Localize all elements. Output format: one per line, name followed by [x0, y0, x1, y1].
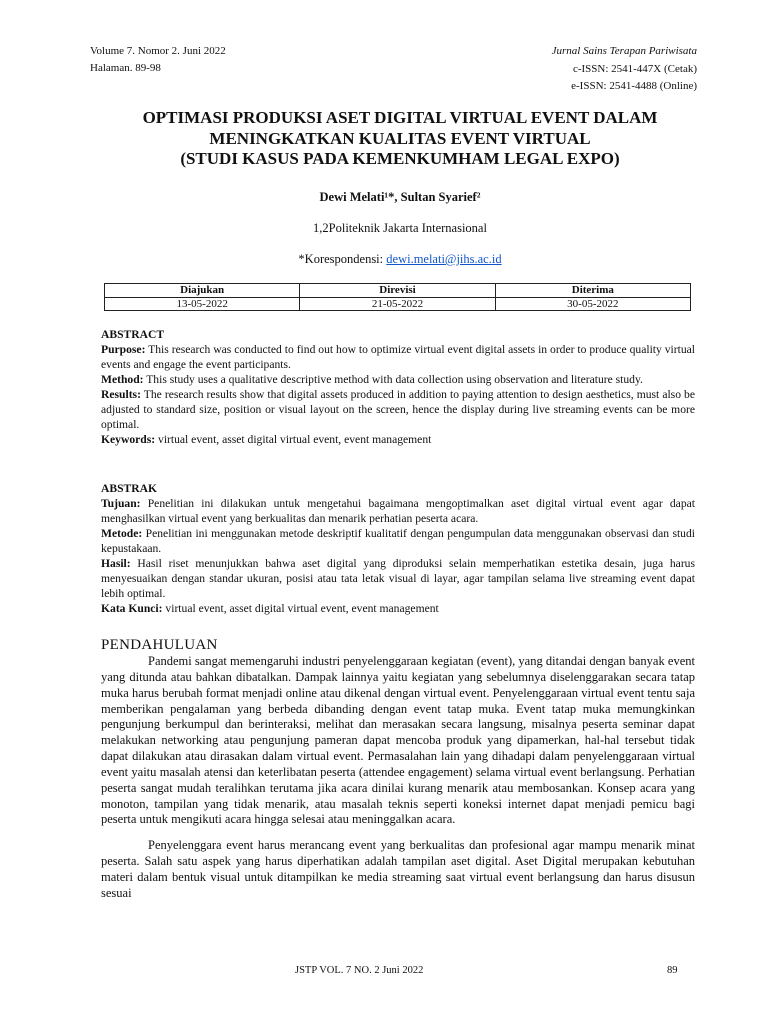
- hasil-label: Hasil:: [101, 557, 131, 570]
- issn-print: c-ISSN: 2541-447X (Cetak): [572, 62, 697, 75]
- title-line-1: OPTIMASI PRODUKSI ASET DIGITAL VIRTUAL EVENT DALAM: [142, 108, 658, 127]
- submission-dates-table: [104, 283, 691, 311]
- kata-kunci-text: virtual event, asset digital virtual event, event management: [165, 602, 439, 615]
- page-number: 89: [667, 965, 678, 976]
- affiliation: 1,2Politeknik Jakarta Internasional: [313, 221, 487, 235]
- title-line-2: MENINGKATKAN KUALITAS EVENT VIRTUAL: [209, 128, 591, 148]
- kata-kunci-label: Kata Kunci:: [101, 602, 163, 615]
- header-right: [552, 43, 697, 96]
- abstrak-metode: [101, 526, 695, 556]
- method-label: Method:: [101, 373, 144, 386]
- metode-text: Penelitian ini menggunakan metode deskriptif kualitatif dengan pengumpulan data menggunakan observasi dan studi kepustakaan.: [101, 527, 695, 555]
- abstrak-kata-kunci: [101, 601, 695, 616]
- tujuan-text: Penelitian ini dilakukan untuk mengetahui bagaimana mengoptimalkan aset digital virtual event agar dapat menghasilkan virtual event yang berkualitas dan menarik perhatian peserta acara.: [101, 497, 695, 525]
- section-heading: PENDAHULUAN: [101, 637, 218, 653]
- purpose-text: This research was conducted to find out how to optimize virtual event digital assets in order to produce quality virtual events and engage the event participants.: [101, 343, 695, 371]
- accepted-label: Diterima: [495, 284, 690, 298]
- abstract-purpose: [101, 342, 695, 372]
- abstrak-tujuan: [101, 496, 695, 526]
- keywords-text: virtual event, asset digital virtual event, event management: [158, 433, 432, 446]
- introduction-section: [101, 636, 695, 902]
- author-names: Dewi Melati¹*, Sultan Syarief²: [319, 190, 481, 204]
- journal-name: Jurnal Sains Terapan Pariwisata: [551, 45, 697, 57]
- correspondence-email-link[interactable]: dewi.melati@jihs.ac.id: [386, 252, 502, 266]
- results-text: The research results show that digital assets produced in addition to paying attention to design aesthetics, must also be adjusted to standard size, position or visual layout on the screen, hence the display during live streaming events can be more optimal.: [101, 388, 695, 431]
- abstract-heading: ABSTRACT: [101, 328, 165, 341]
- hasil-text: Hasil riset menunjukkan bahwa aset digital yang diproduksi selain memperhatikan estetika desain, juga harus menyesuaikan dengan standar ukuran, posisi atau tata letak visual di layar, agar tampilan selama live streaming event dapat lebih optimal.: [101, 557, 695, 600]
- abstract-keywords: [101, 432, 695, 447]
- header-left: [90, 43, 226, 77]
- submitted-date: 13-05-2022: [105, 297, 300, 311]
- footer-citation: JSTP VOL. 7 NO. 2 Juni 2022: [295, 965, 424, 976]
- method-text: This study uses a qualitative descriptive method with data collection using observation and literature study.: [146, 373, 643, 386]
- revised-date: 21-05-2022: [300, 297, 495, 311]
- accepted-date: 30-05-2022: [495, 297, 690, 311]
- abstract-indonesian: [101, 481, 695, 616]
- abstract-results: [101, 387, 695, 432]
- volume-info: Volume 7. Nomor 2. Juni 2022: [90, 45, 226, 57]
- revised-label: Direvisi: [300, 284, 495, 298]
- page-range: Halaman. 89-98: [90, 62, 161, 74]
- purpose-label: Purpose:: [101, 343, 146, 356]
- tujuan-label: Tujuan:: [101, 497, 141, 510]
- correspondence: [0, 252, 768, 267]
- paper-title: [60, 108, 740, 170]
- abstrak-hasil: [101, 556, 695, 601]
- title-line-3: (STUDI KASUS PADA KEMENKUMHAM LEGAL EXPO): [180, 149, 620, 168]
- metode-label: Metode:: [101, 527, 143, 540]
- correspondence-label: *Korespondensi:: [298, 252, 384, 266]
- abstrak-heading: ABSTRAK: [101, 482, 158, 495]
- results-label: Results:: [101, 388, 141, 401]
- intro-paragraph-1: Pandemi sangat memengaruhi industri penyelenggaraan kegiatan (event), yang ditandai dengan banyak event yang ditunda atau bahkan dibatalkan. Dampak lainnya yaitu kegiatan yang sebelumnya diselenggarakan secara tatap muka harus berubah format menjadi online atau dikenal dengan virtual event. Penyelenggaraan virtual event tentu saja memberikan pengalaman yang berbeda dibanding dengan event tatap muka. Event tatap muka memungkinkan pengunjung berkumpul dan berinteraksi, melihat dan merasakan secara langsung, misalnya peserta seminar dapat melakukan networking atau pengunjung pameran dapat mencoba produk yang dipamerkan, hal-hal tersebut tidak dapat dilakukan atau dirasakan dalam virtual event. Permasalahan lain yang dihadapi dalam penyelenggaraan virtual event yaitu masalah atensi dan keterlibatan peserta (attendee engagement) selama virtual event berlangsung. Perhatian peserta sangat mudah teralihkan terutama jika acara dinilai kurang menarik atau membosankan. Konsep acara yang monoton, tampilan yang tidak menarik, atau masalah teknis seperti koneksi internet dapat menjadi pemicu bagi peserta untuk mengikuti acara hingga selesai atau meninggalkan acara.: [101, 654, 695, 827]
- submitted-label: Diajukan: [105, 284, 300, 298]
- abstract-method: [101, 372, 695, 387]
- abstract-english: [101, 327, 695, 447]
- intro-paragraph-2: Penyelenggara event harus merancang event yang berkualitas dan profesional agar mampu menarik minat peserta. Salah satu aspek yang harus diperhatikan adalah tampilan aset digital. Aset Digital merupakan kebutuhan materi dalam bentuk visual untuk ditampilkan ke media streaming saat virtual event berlangsung dan harus disusun sesuai: [101, 838, 695, 900]
- keywords-label: Keywords:: [101, 433, 156, 446]
- issn-online: e-ISSN: 2541-4488 (Online): [571, 80, 697, 92]
